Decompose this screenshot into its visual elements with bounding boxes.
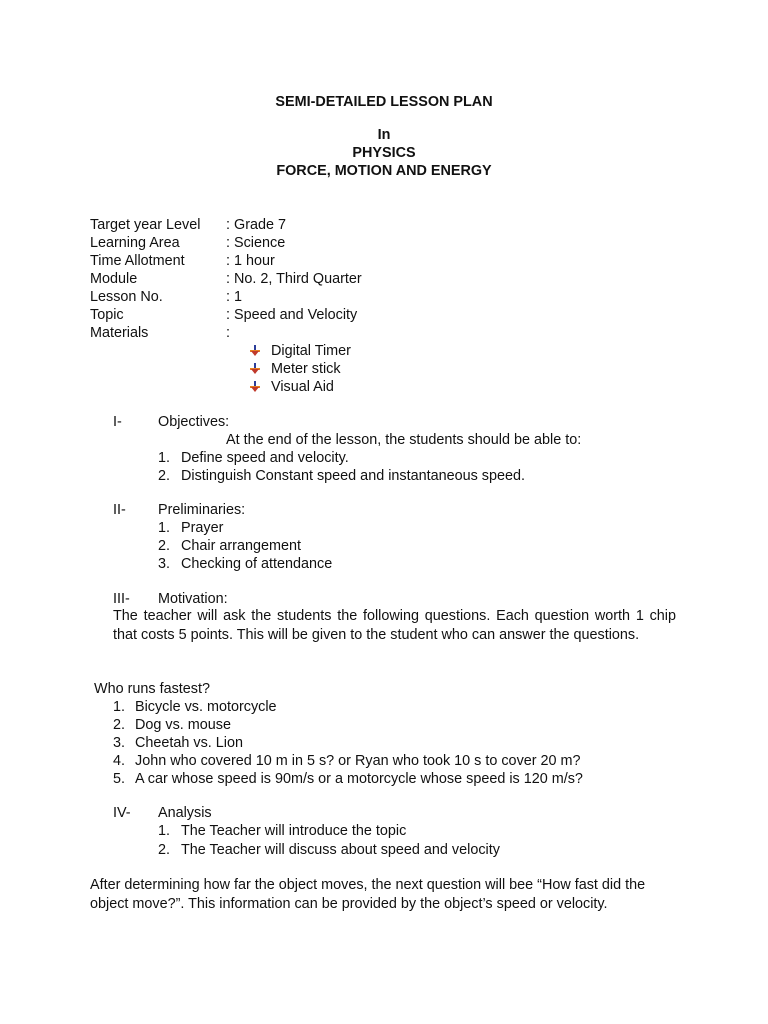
- info-label-topic: Topic: [90, 307, 124, 323]
- section-title-objectives: Objectives:: [158, 414, 230, 430]
- analysis-text: The Teacher will introduce the topic: [181, 823, 407, 839]
- document-title: SEMI-DETAILED LESSON PLAN: [275, 94, 493, 110]
- info-value-target-year: : Grade 7: [226, 217, 286, 233]
- objective-text: Distinguish Constant speed and instantaneous speed.: [181, 468, 526, 484]
- preliminary-text: Checking of attendance: [181, 556, 333, 572]
- analysis-text: The Teacher will discuss about speed and velocity: [181, 842, 500, 858]
- info-label-lesson-no: Lesson No.: [90, 289, 163, 305]
- arrow-down-bullet-icon: [249, 345, 261, 357]
- info-label-module: Module: [90, 271, 138, 287]
- fastest-number: 2.: [113, 717, 126, 733]
- fastest-text: Bicycle vs. motorcycle: [135, 699, 277, 715]
- arrow-down-bullet-icon: [249, 381, 261, 393]
- info-label-time-allotment: Time Allotment: [90, 253, 185, 269]
- section-title-motivation: Motivation:: [158, 591, 228, 607]
- material-item: Meter stick: [271, 361, 341, 377]
- info-label-materials: Materials: [90, 325, 149, 341]
- preliminary-number: 2.: [158, 538, 171, 554]
- material-item: Digital Timer: [271, 343, 351, 359]
- info-label-learning-area: Learning Area: [90, 235, 180, 251]
- fastest-question-heading: Who runs fastest?: [94, 681, 210, 697]
- fastest-number: 4.: [113, 753, 126, 769]
- section-numeral-objectives: I-: [113, 414, 122, 430]
- info-value-materials: :: [226, 325, 230, 341]
- objectives-intro: At the end of the lesson, the students should be able to:: [226, 432, 582, 448]
- material-item: Visual Aid: [271, 379, 334, 395]
- fastest-text: Dog vs. mouse: [135, 717, 231, 733]
- analysis-number: 1.: [158, 823, 171, 839]
- fastest-text: A car whose speed is 90m/s or a motorcycle whose speed is 120 m/s?: [135, 771, 583, 787]
- topic-title: FORCE, MOTION AND ENERGY: [276, 163, 492, 179]
- info-value-module: : No. 2, Third Quarter: [226, 271, 362, 287]
- objective-number: 1.: [158, 450, 171, 466]
- fastest-text: John who covered 10 m in 5 s? or Ryan who took 10 s to cover 20 m?: [135, 753, 581, 769]
- info-label-target-year: Target year Level: [90, 217, 201, 233]
- objective-number: 2.: [158, 468, 171, 484]
- closing-paragraph: After determining how far the object moves, the next question will bee “How fast did the object move?”. This information can be provided by the object’s speed or velocity.: [90, 877, 646, 912]
- preliminary-text: Chair arrangement: [181, 538, 301, 554]
- section-numeral-motivation: III-: [113, 591, 130, 607]
- info-value-time-allotment: : 1 hour: [226, 253, 275, 269]
- in-label: In: [377, 127, 391, 143]
- objective-text: Define speed and velocity.: [181, 450, 349, 466]
- preliminary-number: 1.: [158, 520, 171, 536]
- section-title-analysis: Analysis: [158, 805, 212, 821]
- motivation-paragraph: The teacher will ask the students the following questions. Each question worth 1 chip that costs 5 points. This will be given to the student who can answer the questions.: [113, 608, 676, 643]
- section-numeral-preliminaries: II-: [113, 502, 126, 518]
- section-numeral-analysis: IV-: [113, 805, 131, 821]
- preliminary-number: 3.: [158, 556, 171, 572]
- info-value-learning-area: : Science: [226, 235, 286, 251]
- subject-title: PHYSICS: [352, 145, 416, 161]
- fastest-number: 1.: [113, 699, 126, 715]
- fastest-text: Cheetah vs. Lion: [135, 735, 244, 751]
- fastest-number: 3.: [113, 735, 126, 751]
- info-value-lesson-no: : 1: [226, 289, 242, 305]
- preliminary-text: Prayer: [181, 520, 224, 536]
- analysis-number: 2.: [158, 842, 171, 858]
- section-title-preliminaries: Preliminaries:: [158, 502, 246, 518]
- fastest-number: 5.: [113, 771, 126, 787]
- info-value-topic: : Speed and Velocity: [226, 307, 358, 323]
- arrow-down-bullet-icon: [249, 363, 261, 375]
